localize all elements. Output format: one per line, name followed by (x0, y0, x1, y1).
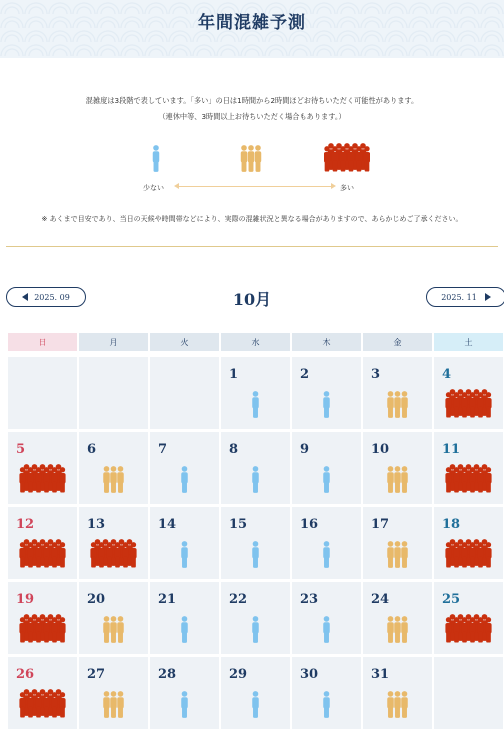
low-crowd-icon (146, 143, 166, 175)
calendar-day-cell (8, 507, 77, 579)
calendar-day-cell (434, 357, 503, 429)
calendar-empty-cell (150, 357, 219, 429)
calendar-day-cell (363, 657, 432, 729)
weekday-header: 金 (363, 333, 432, 351)
medium-crowd-icon (237, 143, 265, 175)
calendar-day-cell (292, 582, 361, 654)
legend-high-label: 多い (340, 184, 354, 192)
month-title: 10月 (232, 290, 272, 309)
day-number: 31 (371, 667, 390, 682)
calendar-day-cell (221, 507, 290, 579)
prev-month-label: 2025. 09 (34, 292, 70, 302)
calendar-day-cell (221, 582, 290, 654)
weekday-header: 日 (8, 333, 77, 351)
day-number: 20 (87, 592, 106, 607)
day-number: 1 (229, 367, 239, 382)
calendar-empty-cell (8, 357, 77, 429)
day-number: 19 (16, 592, 35, 607)
high-crowd-icon (8, 539, 77, 571)
low-crowd-icon (221, 614, 290, 646)
high-crowd-icon (324, 143, 370, 175)
calendar-day-cell (363, 582, 432, 654)
day-number: 14 (158, 517, 177, 532)
calendar-day-cell (8, 657, 77, 729)
medium-crowd-icon (363, 389, 432, 421)
legend-low-label: 少ない (143, 184, 164, 192)
high-crowd-icon (434, 464, 503, 496)
day-number: 12 (16, 517, 35, 532)
day-number: 17 (371, 517, 390, 532)
high-crowd-icon (79, 539, 148, 571)
page-header (0, 0, 504, 58)
calendar-day-cell (150, 657, 219, 729)
triangle-right-icon (485, 293, 491, 301)
day-number: 16 (300, 517, 319, 532)
day-number: 5 (16, 442, 26, 457)
calendar-day-cell (79, 507, 148, 579)
description-line-1: 混雑度は3段階で表しています。「多い」の日は1時間から2時間ほどお待ちいただく可能性があります。 (85, 96, 419, 105)
medium-crowd-icon (363, 539, 432, 571)
high-crowd-icon (8, 614, 77, 646)
day-number: 18 (442, 517, 461, 532)
low-crowd-icon (221, 464, 290, 496)
medium-crowd-icon (363, 614, 432, 646)
calendar-day-cell (434, 432, 503, 504)
next-month-label: 2025. 11 (441, 292, 477, 302)
weekday-header: 水 (221, 333, 290, 351)
day-number: 9 (300, 442, 310, 457)
calendar-day-cell (292, 432, 361, 504)
day-number: 21 (158, 592, 177, 607)
high-crowd-icon (8, 464, 77, 496)
low-crowd-icon (292, 689, 361, 721)
low-crowd-icon (292, 464, 361, 496)
low-crowd-icon (221, 689, 290, 721)
day-number: 15 (229, 517, 248, 532)
calendar-day-cell (79, 582, 148, 654)
calendar-day-cell (292, 507, 361, 579)
section-divider (6, 246, 498, 247)
low-crowd-icon (150, 539, 219, 571)
calendar-empty-cell (434, 657, 503, 729)
low-crowd-icon (221, 389, 290, 421)
day-number: 26 (16, 667, 35, 682)
day-number: 24 (371, 592, 390, 607)
high-crowd-icon (434, 389, 503, 421)
day-number: 29 (229, 667, 248, 682)
low-crowd-icon (150, 464, 219, 496)
legend-scale-line (178, 186, 332, 187)
legend-arrow-right (331, 183, 336, 189)
weekday-header: 火 (150, 333, 219, 351)
high-crowd-icon (434, 614, 503, 646)
next-month-button[interactable] (426, 287, 504, 307)
low-crowd-icon (292, 539, 361, 571)
weekday-header: 月 (79, 333, 148, 351)
day-number: 7 (158, 442, 168, 457)
calendar-day-cell (8, 432, 77, 504)
day-number: 11 (442, 442, 461, 457)
calendar-day-cell (292, 357, 361, 429)
medium-crowd-icon (363, 464, 432, 496)
page-title: 年間混雑予測 (198, 13, 306, 33)
day-number: 3 (371, 367, 381, 382)
day-number: 22 (229, 592, 248, 607)
description-line-2: （連休中等、3時間以上お待ちいただく場合もあります。） (158, 112, 346, 121)
calendar-day-cell (79, 657, 148, 729)
day-number: 2 (300, 367, 310, 382)
calendar-day-cell (79, 432, 148, 504)
calendar-day-cell (363, 432, 432, 504)
calendar-day-cell (150, 507, 219, 579)
day-number: 4 (442, 367, 452, 382)
calendar-day-cell (434, 507, 503, 579)
high-crowd-icon (8, 689, 77, 721)
low-crowd-icon (150, 614, 219, 646)
day-number: 28 (158, 667, 177, 682)
disclaimer-note: ※ あくまで目安であり、当日の天候や時間帯などにより、実際の混雑状況と異なる場合がありますので、あらかじめご了承ください。 (41, 215, 463, 223)
low-crowd-icon (292, 614, 361, 646)
high-crowd-icon (434, 539, 503, 571)
calendar-day-cell (150, 582, 219, 654)
calendar-day-cell (363, 507, 432, 579)
day-number: 23 (300, 592, 319, 607)
low-crowd-icon (150, 689, 219, 721)
calendar-day-cell (150, 432, 219, 504)
calendar-day-cell (221, 357, 290, 429)
day-number: 8 (229, 442, 239, 457)
medium-crowd-icon (79, 614, 148, 646)
day-number: 6 (87, 442, 97, 457)
day-number: 27 (87, 667, 106, 682)
low-crowd-icon (221, 539, 290, 571)
medium-crowd-icon (79, 689, 148, 721)
calendar-day-cell (292, 657, 361, 729)
day-number: 10 (371, 442, 390, 457)
medium-crowd-icon (79, 464, 148, 496)
calendar-day-cell (221, 657, 290, 729)
calendar-day-cell (221, 432, 290, 504)
calendar-empty-cell (79, 357, 148, 429)
day-number: 25 (442, 592, 461, 607)
day-number: 30 (300, 667, 319, 682)
low-crowd-icon (292, 389, 361, 421)
calendar-day-cell (8, 582, 77, 654)
calendar-day-cell (363, 357, 432, 429)
day-number: 13 (87, 517, 106, 532)
medium-crowd-icon (363, 689, 432, 721)
weekday-header: 木 (292, 333, 361, 351)
calendar-day-cell (434, 582, 503, 654)
weekday-header: 土 (434, 333, 503, 351)
